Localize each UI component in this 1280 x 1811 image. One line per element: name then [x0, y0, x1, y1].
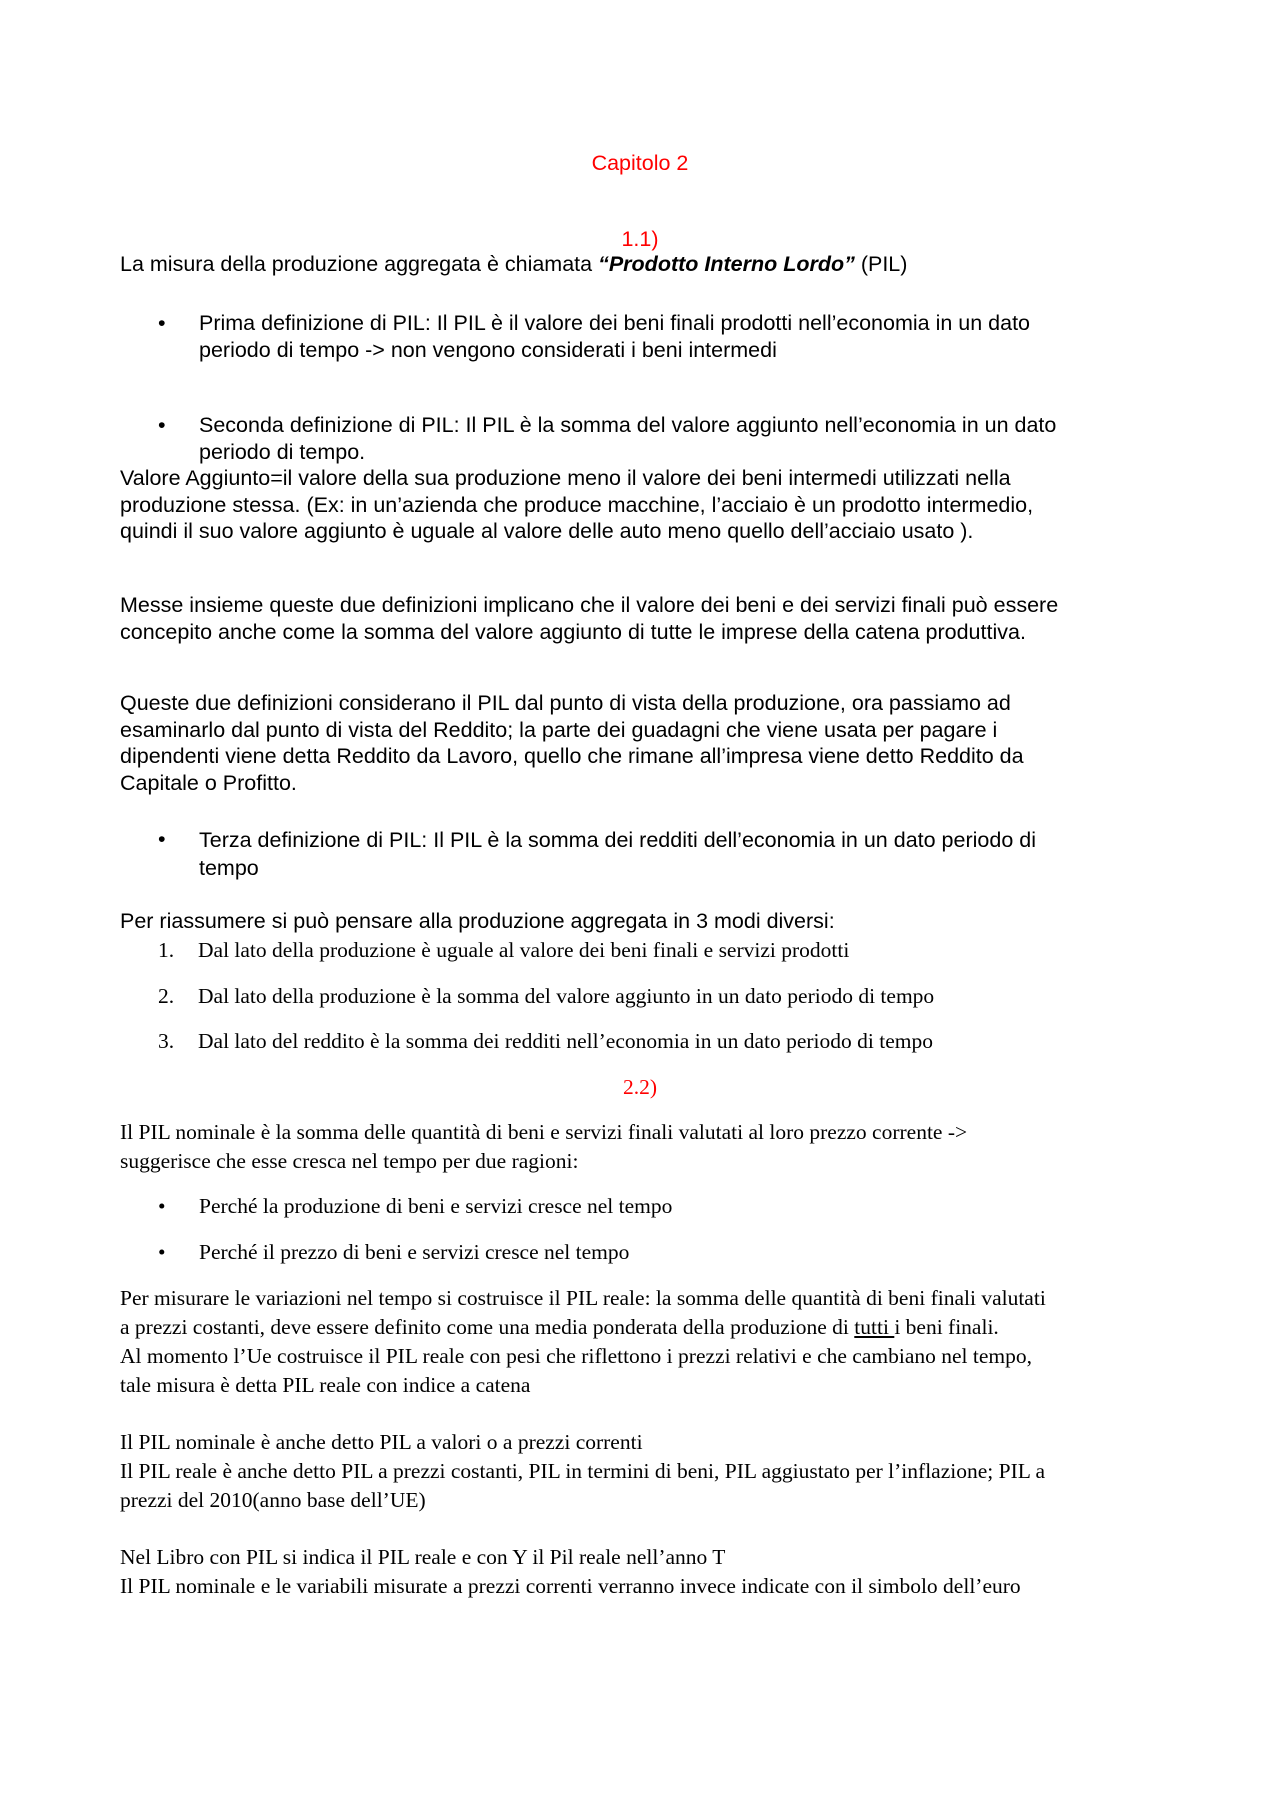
paragraph-line: Per misurare le variazioni nel tempo si costruisce il PIL reale: la somma delle quantità di beni finali valutati — [120, 1286, 1046, 1310]
paragraph-line: Il PIL nominale è la somma delle quantità di beni e servizi finali valutati al loro prezzo corrente -> — [120, 1120, 968, 1144]
definition-line: tempo — [199, 856, 259, 880]
bullet-icon: • — [158, 1240, 166, 1264]
paragraph-line: Il PIL reale è anche detto PIL a prezzi costanti, PIL in termini di beni, PIL aggiustato per l’inflazione; PIL a — [120, 1459, 1045, 1483]
paragraph-line: Capitale o Profitto. — [120, 770, 297, 795]
chapter-title: Capitolo 2 — [591, 151, 689, 175]
list-number: 2. — [158, 984, 175, 1008]
summary-text: Dal lato della produzione è uguale al valore dei beni finali e servizi prodotti — [198, 938, 850, 962]
bullet-icon: • — [158, 827, 166, 851]
definition-line: Seconda definizione di PIL: Il PIL è la somma del valore aggiunto nell’economia in un dato — [199, 413, 1057, 437]
ragione-text: Perché la produzione di beni e servizi cresce nel tempo — [199, 1194, 673, 1218]
paragraph-line: Il PIL nominale e le variabili misurate a prezzi correnti verranno invece indicate con il simbolo dell’euro — [120, 1574, 1021, 1598]
paragraph-line: quindi il suo valore aggiunto è uguale al valore delle auto meno quello dell’acciaio usato ). — [120, 519, 974, 543]
nominale-paragraph — [120, 1118, 1170, 1176]
bullet-icon: • — [158, 1194, 166, 1218]
bullet-icon: • — [158, 311, 166, 335]
reddito-paragraph — [120, 690, 1170, 796]
paragraph-line: suggerisce che esse cresca nel tempo per due ragioni: — [120, 1149, 579, 1173]
summary-text: Dal lato della produzione è la somma del valore aggiunto in un dato periodo di tempo — [198, 984, 935, 1008]
ragione-text: Perché il prezzo di beni e servizi cresce nel tempo — [199, 1240, 630, 1264]
list-number: 1. — [158, 938, 175, 962]
definition-line: periodo di tempo. — [199, 439, 366, 464]
paragraph-line: Valore Aggiunto=il valore della sua produzione meno il valore dei beni intermedi utilizzati nella — [120, 466, 1011, 490]
section-heading-2-2: 2.2) — [622, 1075, 658, 1099]
section-heading-1-1: 1.1) — [621, 227, 659, 251]
definition-line: Terza definizione di PIL: Il PIL è la somma dei redditi dell’economia in un dato periodo di — [199, 828, 1036, 852]
intro-text-end: (PIL) — [854, 252, 908, 276]
sinonimi-paragraph — [120, 1428, 1170, 1515]
paragraph-line: Al momento l’Ue costruisce il PIL reale con pesi che riflettono i prezzi relativi e che cambiano nel tempo, — [120, 1344, 1033, 1368]
summary-text: Dal lato del reddito è la somma dei redditi nell’economia in un dato periodo di tempo — [198, 1029, 933, 1053]
insieme-paragraph — [120, 592, 1170, 645]
paragraph-line: prezzi del 2010(anno base dell’UE) — [120, 1488, 426, 1512]
paragraph-line: Il PIL nominale è anche detto PIL a valori o a prezzi correnti — [120, 1430, 643, 1454]
paragraph-line: Nel Libro con PIL si indica il PIL reale e con Y il Pil reale nell’anno T — [120, 1545, 726, 1569]
definition-line: periodo di tempo -> non vengono considerati i beni intermedi — [199, 337, 777, 362]
paragraph-line: Messe insieme queste due definizioni implicano che il valore dei beni e dei servizi finali può essere — [120, 593, 1059, 617]
paragraph-line: concepito anche come la somma del valore aggiunto di tutte le imprese della catena produttiva. — [120, 619, 1026, 644]
underlined-word: tutti — [854, 1315, 895, 1339]
riassunto-intro: Per riassumere si può pensare alla produzione aggregata in 3 modi diversi: — [120, 909, 835, 933]
paragraph-line — [120, 1313, 1170, 1342]
libro-paragraph — [120, 1543, 1170, 1601]
reale-text: a prezzi costanti, deve essere definito come una media ponderata della produzione di — [120, 1315, 855, 1339]
definition-line: Prima definizione di PIL: Il PIL è il valore dei beni finali prodotti nell’economia in un dato — [199, 311, 1031, 335]
intro-paragraph — [120, 251, 1170, 278]
reale-text-end: i beni finali. — [894, 1315, 999, 1339]
paragraph-line: tale misura è detta PIL reale con indice a catena — [120, 1373, 531, 1397]
bullet-icon: • — [158, 413, 166, 437]
list-number: 3. — [158, 1029, 175, 1053]
paragraph-line: Queste due definizioni considerano il PIL dal punto di vista della produzione, ora passiamo ad — [120, 691, 1011, 715]
paragraph-line: esaminarlo dal punto di vista del Reddito; la parte dei guadagni che viene usata per pagare i — [120, 717, 998, 742]
paragraph-line: dipendenti viene detta Reddito da Lavoro, quello che rimane all’impresa viene detto Reddito da — [120, 744, 1024, 768]
intro-text: La misura della produzione aggregata è chiamata — [120, 252, 599, 276]
paragraph-line: produzione stessa. (Ex: in un’azienda che produce macchine, l’acciaio è un prodotto intermedio, — [120, 492, 1034, 517]
reale-paragraph — [120, 1284, 1170, 1400]
valore-aggiunto-paragraph — [120, 465, 1170, 545]
intro-emphasis: “Prodotto Interno Lordo” — [598, 252, 855, 276]
